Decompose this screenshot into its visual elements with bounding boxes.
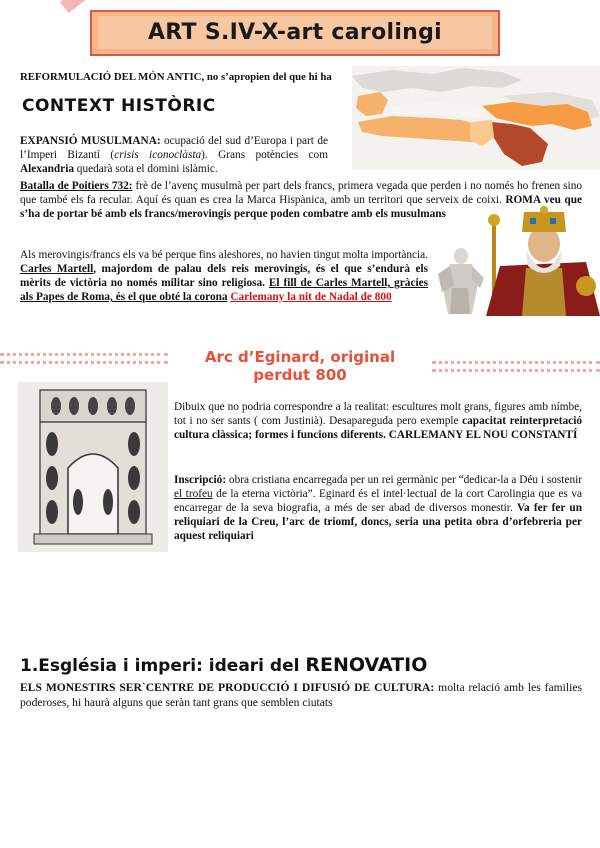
paragraph-merovingis bbox=[20, 248, 428, 304]
paragraph-expansio bbox=[20, 134, 328, 176]
carles-martell: Carles Martell bbox=[20, 263, 94, 275]
divider-left-2 bbox=[0, 361, 168, 364]
label-expansio: EXPANSIÓ MUSULMANA: bbox=[20, 135, 161, 147]
text: Dibuix que no podria correspondre a la realitat: escultures molt grans, figures amb nímbe, tot i no ser sants ( com Justinià). Desapareguda pero exemple bbox=[174, 401, 582, 427]
context-heading: CONTEXT HISTÒRIC bbox=[22, 96, 216, 116]
divider-right-2 bbox=[432, 369, 600, 372]
text: frè de l’avenç musulmà per part dels francs, primera vegada que perden i no només ho frenen sino que també els fa recular. Aquí és quan es crea la Marca Hispànica, amb un territori que serveix de coixi. bbox=[20, 180, 582, 206]
intro-line: REFORMULACIÓ DEL MÓN ANTIC, no s’apropien del que hi ha bbox=[20, 71, 332, 83]
text: de la eterna victòria”. Eginard és el intel·lectual de la cort Carolingia que es va encarregar de la seva biografia, a més de ser abad de diversos monestir. bbox=[174, 488, 582, 514]
divider-left-1 bbox=[0, 353, 168, 356]
underlined-bold-text: El fill de Carles Martell, gràcies als Papes de Roma, és el que obté la corona bbox=[20, 277, 429, 303]
arc-heading-line2: perdut 800 bbox=[253, 366, 347, 384]
text: quedarà sota el domini islàmic. bbox=[73, 163, 218, 175]
section1-heading bbox=[20, 654, 427, 676]
paragraph-arc-dibuix bbox=[174, 400, 582, 442]
underlined-text: el trofeu bbox=[174, 488, 213, 500]
italic-text: crisis iconoclàsta bbox=[114, 149, 202, 161]
text: ocupació del sud d’Europa i part de l’Imperi Bizantí ( bbox=[20, 135, 328, 161]
page-title: ART S.IV-X-art carolingi bbox=[147, 20, 443, 45]
charlemagne-portrait-image bbox=[486, 206, 600, 316]
divider-right-1 bbox=[432, 361, 600, 364]
title-banner bbox=[90, 10, 500, 56]
text: molta relació amb les families poderoses, hi haurà alguns que seràn tant grans que semblen ciutats bbox=[20, 681, 582, 709]
paragraph-monestirs bbox=[20, 680, 582, 710]
islamic-expansion-map bbox=[352, 66, 600, 170]
label-monestirs: ELS MONESTIRS SER`CENTRE DE PRODUCCIÓ I DIFUSIÓ DE CULTURA: bbox=[20, 681, 435, 694]
bold-text: ROMA veu que s’ha de portar bé amb els francs/merovingis perque poden combatre amb els musulmans bbox=[20, 194, 582, 220]
bold-text: , majordom de palau dels reis merovingis, és el que s’endurà els mèrits de victòria no només militar sino religiosa. bbox=[20, 263, 428, 289]
charlemagne-highlight: Carlemany la nit de Nadal de 800 bbox=[230, 291, 392, 303]
label-inscripcio: Inscripció: bbox=[174, 474, 227, 486]
section1-heading-prefix: 1.Església i imperi: ideari del bbox=[20, 656, 306, 676]
arc-heading bbox=[190, 348, 410, 384]
text: Als merovingis/francs els va bé perque fins aleshores, no havien tingut molta importància. bbox=[20, 249, 428, 261]
bold-text: Va fer fer un reliquiari de la Creu, l’arc de triomf, doncs, seria una petita obra d’orfebreria per aquest reliquiari bbox=[174, 502, 582, 542]
label-poitiers: Batalla de Poitiers 732: bbox=[20, 180, 133, 192]
text: ). Grans potències com bbox=[201, 149, 328, 161]
text: obra cristiana encarregada per un rei germànic per “dedicar-la a Déu i sostenir bbox=[226, 474, 582, 486]
carles-martell-statue-image bbox=[428, 244, 490, 316]
arc-eginard-drawing bbox=[18, 382, 168, 552]
paragraph-arc-inscripcio bbox=[174, 473, 582, 543]
bold-text: Alexandria bbox=[20, 163, 74, 175]
bold-text: capacitat reinterpretació cultura clàssica; formes i funcions diferents. CARLEMANY EL NOU CONSTANTÍ bbox=[174, 415, 582, 441]
section1-heading-emphasis: RENOVATIO bbox=[305, 654, 428, 676]
arc-heading-line1: Arc d’Eginard, original bbox=[204, 348, 396, 366]
